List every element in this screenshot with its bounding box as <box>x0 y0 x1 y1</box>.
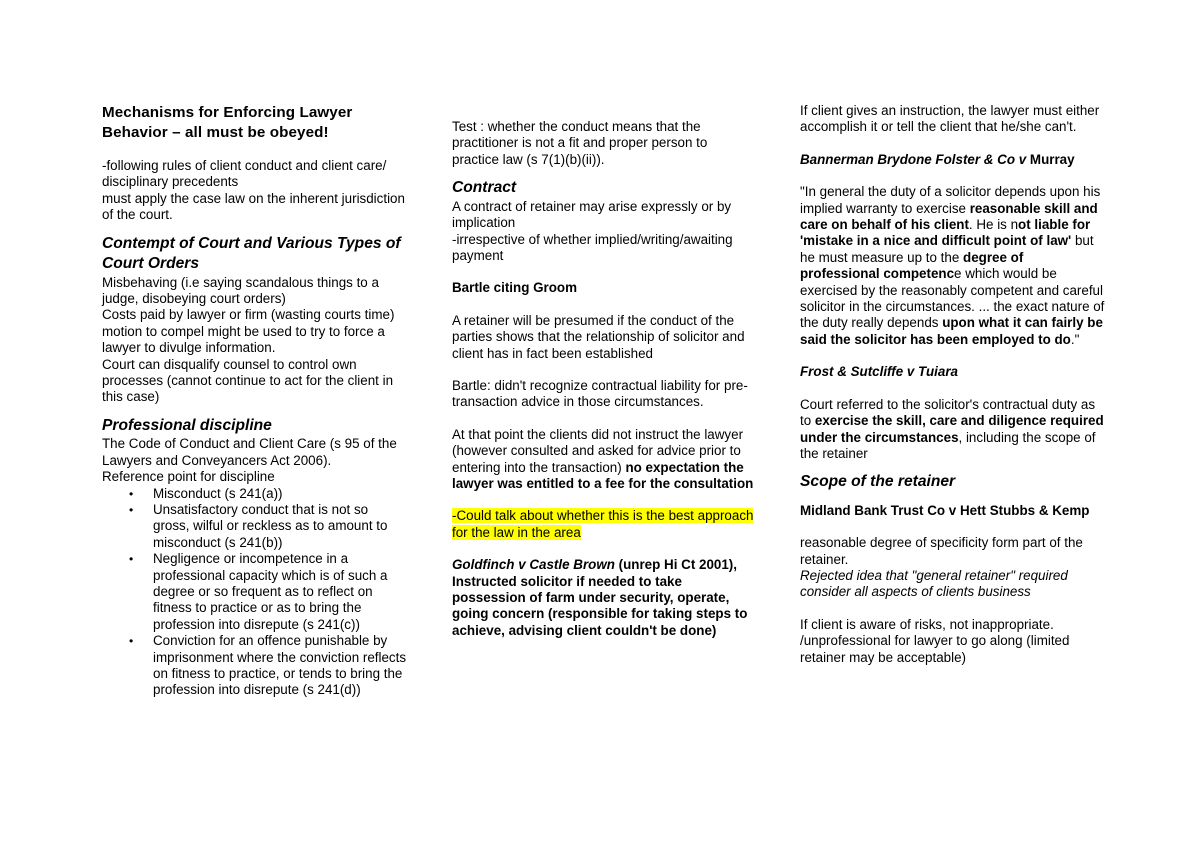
bannerman-party: Murray <box>1026 151 1075 167</box>
contempt-heading: Contempt of Court and Various Types of Court Orders <box>102 234 401 273</box>
specificity-paragraph: reasonable degree of specificity form part of the retainer. <box>800 535 1083 567</box>
quote-text: e which would be exercised by the reasonably competent and careful solicitor in the circumstances. ... the exact nature of the duty really depends <box>800 266 1105 331</box>
bannerman-case-heading <box>800 152 1105 168</box>
goldfinch-case-name: Goldfinch v Castle Brown <box>452 557 615 573</box>
contempt-line: Costs paid by lawyer or firm (wasting courts time) <box>102 307 395 323</box>
quote-bold-text: degree of professional competenc <box>800 249 1024 282</box>
professional-discipline-intro: The Code of Conduct and Client Care (s 95 of the Lawyers and Conveyancers Act 2006). <box>102 436 397 468</box>
retainer-presumed-paragraph: A retainer will be presumed if the conduct of the parties shows that the relationship of solicitor and client has in fact been established <box>452 312 745 361</box>
goldfinch-body: Instructed solicitor if needed to take possession of farm under security, operate, going concern (responsible for taking steps to achieve, advising client couldn't be done) <box>452 573 748 638</box>
goldfinch-citation: (unrep Hi Ct 2001), <box>614 557 737 573</box>
consultation-bold-text: no expectation the lawyer was entitled to a fee for the consultation <box>452 459 754 491</box>
contract-line: A contract of retainer may arise expressly or by implication <box>452 198 732 231</box>
consultation-text: At that point the clients did not instruct the lawyer (however consulted and asked for advice prior to entering into the transaction) <box>452 426 744 475</box>
list-item <box>102 551 407 633</box>
quote-text: ." <box>1070 331 1080 347</box>
goldfinch-case-heading <box>452 557 757 573</box>
column-left <box>102 103 407 699</box>
bullet-text: Conviction for an offence punishable by imprisonment where the conviction reflects on fitness to practice, or tends to bring the profession into disrepute (s 241(d)) <box>153 633 407 698</box>
quote-bold-text: reasonable skill and care on behalf of his client <box>800 200 1098 233</box>
bartle-note-paragraph: Bartle: didn't recognize contractual liability for pre-transaction advice in those circumstances. <box>452 377 748 410</box>
frost-text: , including the scope of the retainer <box>800 429 1096 461</box>
contempt-line: Court can disqualify counsel to control own processes (cannot continue to act for the client in this case) <box>102 356 394 405</box>
list-item <box>102 502 407 551</box>
list-item <box>102 633 407 699</box>
quote-bold-text: upon what it can fairly be said the solicitor has been employed to do <box>800 315 1103 347</box>
rejected-paragraph: Rejected idea that "general retainer" required consider all aspects of clients business <box>800 568 1068 600</box>
frost-case-heading: Frost & Sutcliffe v Tuiara <box>800 364 959 380</box>
bullet-icon: • <box>129 503 134 517</box>
document-title: Mechanisms for Enforcing Lawyer Behavior – all must be obeyed! <box>102 104 353 141</box>
bullet-icon: • <box>129 552 134 567</box>
contempt-line: motion to compel might be used to try to force a lawyer to divulge information. <box>102 323 385 356</box>
bullet-text: Misconduct (s 241(a)) <box>153 485 283 501</box>
professional-discipline-heading: Professional discipline <box>102 416 272 434</box>
midland-case-heading: Midland Bank Trust Co v Hett Stubbs & Kemp <box>800 502 1090 518</box>
contract-heading: Contract <box>452 179 517 197</box>
quote-text: but he must measure up to the <box>800 233 1094 265</box>
aware-paragraph: If client is aware of risks, not inappropriate. /unprofessional for lawyer to go along (limited retainer may be acceptable) <box>800 616 1070 665</box>
scope-heading: Scope of the retainer <box>800 473 956 491</box>
intro-paragraph-2: must apply the case law on the inherent jurisdiction of the court. <box>102 190 405 223</box>
reference-point-label: Reference point for discipline <box>102 469 275 485</box>
frost-text: Court referred to the solicitor's contractual duty as to <box>800 396 1096 429</box>
frost-paragraph <box>800 397 1105 463</box>
instruction-paragraph: If client gives an instruction, the lawyer must either accomplish it or tell the client that he/she can't. <box>800 103 1100 135</box>
contract-line: -irrespective of whether implied/writing/awaiting payment <box>452 231 733 263</box>
bannerman-quote <box>800 184 1105 348</box>
bullet-text: Unsatisfactory conduct that is not so gross, wilful or reckless as to amount to misconduct (s 241(b)) <box>153 502 388 550</box>
bannerman-case-name: Bannerman Brydone Folster & Co v <box>800 151 1027 167</box>
consultation-paragraph <box>452 427 757 493</box>
column-middle <box>452 119 757 639</box>
bullet-text: Negligence or incompetence in a professional capacity which is of such a degree or so frequent as to reflect on fitness to practice or as to bring the profession into disrepute (s 241(c)) <box>153 551 388 632</box>
list-item <box>102 486 407 502</box>
quote-text: "In general the duty of a solicitor depends upon his implied warranty to exercise <box>800 184 1101 216</box>
intro-paragraph-1: -following rules of client conduct and client care/ disciplinary precedents <box>102 158 387 190</box>
quote-bold-text: ot liable for 'mistake in a nice and difficult point of law' <box>800 217 1091 249</box>
highlighted-note <box>452 508 757 541</box>
bullet-icon: • <box>129 486 134 501</box>
column-right <box>800 103 1105 666</box>
discipline-bullet-list <box>102 486 407 699</box>
highlight-text: -Could talk about whether this is the best approach for the law in the area <box>452 508 754 540</box>
bullet-icon: • <box>129 634 134 649</box>
bartle-case-heading: Bartle citing Groom <box>452 280 577 296</box>
contempt-line: Misbehaving (i.e saying scandalous things to a judge, disobeying court orders) <box>102 274 379 307</box>
test-paragraph: Test : whether the conduct means that the practitioner is not a fit and proper person to practice law (s 7(1)(b)(ii)). <box>452 119 708 167</box>
quote-text: . He is n <box>968 217 1019 233</box>
frost-bold-text: exercise the skill, care and diligence required under the circumstances <box>800 413 1104 445</box>
